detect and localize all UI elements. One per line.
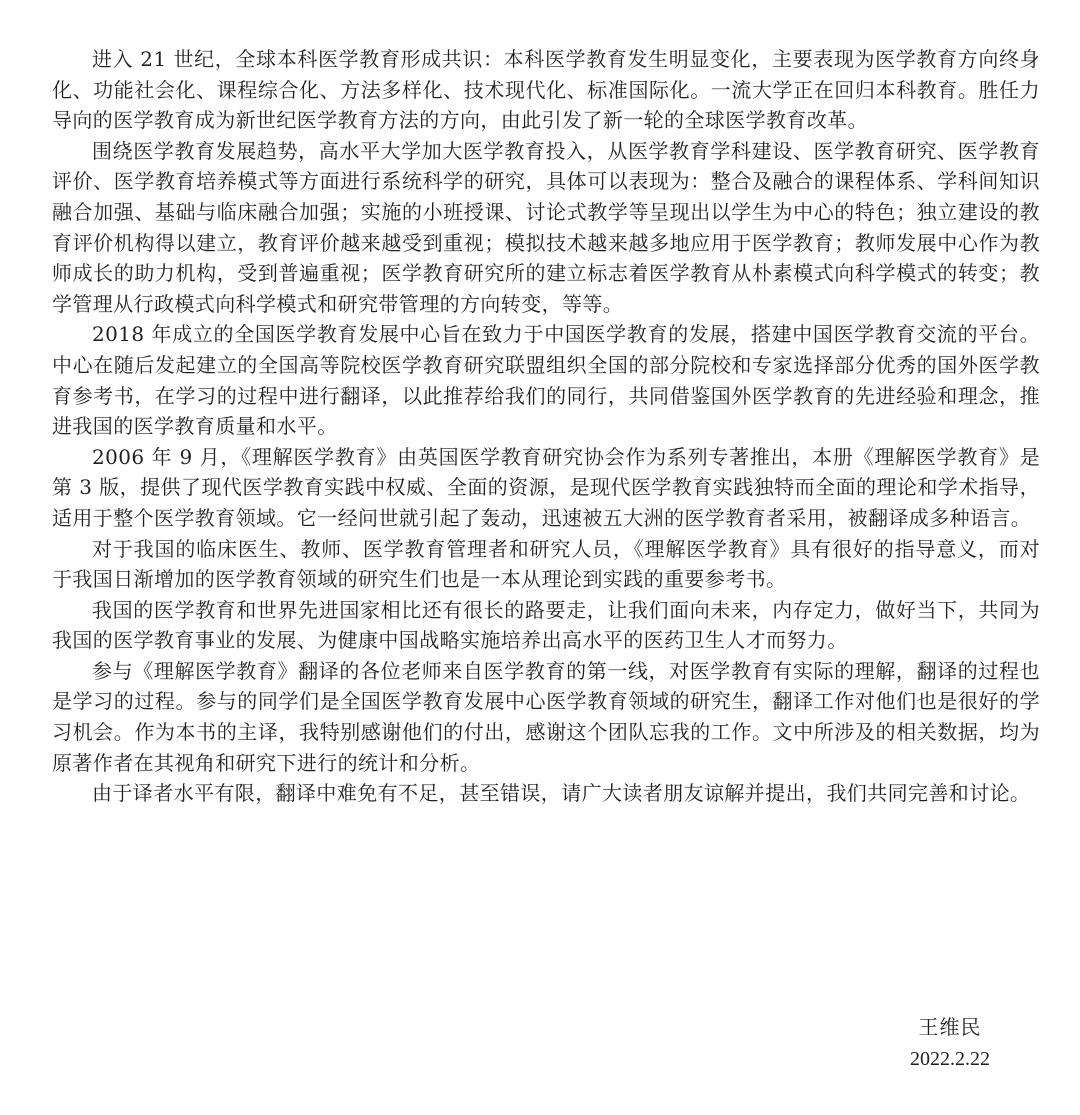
paragraph-3: 2018 年成立的全国医学教育发展中心旨在致力于中国医学教育的发展，搭建中国医学教育交流的平台。中心在随后发起建立的全国高等院校医学教育研究联盟组织全国的部分院校和专家选择部分优秀的国外医学教育参考书，在学习的过程中进行翻译，以此推荐给我们的同行，共同借鉴国外医学教育的先进经验和理念，推进我国的医学教育质量和水平。 [52, 322, 1040, 439]
paragraph-4: 2006 年 9 月，《理解医学教育》由英国医学教育研究协会作为系列专著推出，本册《理解医学教育》是第 3 版，提供了现代医学教育实践中权威、全面的资源，是现代医学教育实践独特而全面的理论和学术指导，适用于整个医学教育领域。它一经问世就引起了轰动，迅速被五大洲的医学教育者采用，被翻译成多种语言。 [52, 444, 1040, 530]
paragraph-7: 参与《理解医学教育》翻译的各位老师来自医学教育的第一线，对医学教育有实际的理解，翻译的过程也是学习的过程。参与的同学们是全国医学教育发展中心医学教育领域的研究生，翻译工作对他们也是很好的学习机会。作为本书的主译，我特别感谢他们的付出，感谢这个团队忘我的工作。文中所涉及的相关数据，均为原著作者在其视角和研究下进行的统计和分析。 [52, 658, 1040, 775]
paragraph-1: 进入 21 世纪，全球本科医学教育形成共识：本科医学教育发生明显变化，主要表现为医学教育方向终身化、功能社会化、课程综合化、方法多样化、技术现代化、标准国际化。一流大学正在回归本科教育。胜任力导向的医学教育成为新世纪医学教育方法的方向，由此引发了新一轮的全球医学教育改革。 [52, 47, 1040, 133]
signature-name: 王维民 [918, 1015, 982, 1039]
signature-block [880, 1014, 1020, 1072]
paragraph-5: 对于我国的临床医生、教师、医学教育管理者和研究人员，《理解医学教育》具有很好的指导意义，而对于我国日渐增加的医学教育领域的研究生们也是一本从理论到实践的重要参考书。 [52, 536, 1040, 592]
paragraph-2: 围绕医学教育发展趋势，高水平大学加大医学教育投入，从医学教育学科建设、医学教育研究、医学教育评价、医学教育培养模式等方面进行系统科学的研究，具体可以表现为：整合及融合的课程体系、学科间知识融合加强、基础与临床融合加强；实施的小班授课、讨论式教学等呈现出以学生为中心的特色；独立建设的教育评价机构得以建立，教育评价越来越受到重视；模拟技术越来越多地应用于医学教育；教师发展中心作为教师成长的助力机构，受到普遍重视；医学教育研究所的建立标志着医学教育从朴素模式向科学模式的转变；教学管理从行政模式向科学模式和研究带管理的方向转变，等等。 [52, 138, 1040, 316]
signature-date: 2022.2.22 [910, 1048, 990, 1070]
preface-body [52, 44, 1040, 809]
paragraph-8: 由于译者水平有限，翻译中难免有不足，甚至错误，请广大读者朋友谅解并提出，我们共同完善和讨论。 [92, 781, 1031, 806]
paragraph-6: 我国的医学教育和世界先进国家相比还有很长的路要走，让我们面向未来，内存定力，做好当下，共同为我国的医学教育事业的发展、为健康中国战略实施培养出高水平的医药卫生人才而努力。 [52, 597, 1040, 653]
